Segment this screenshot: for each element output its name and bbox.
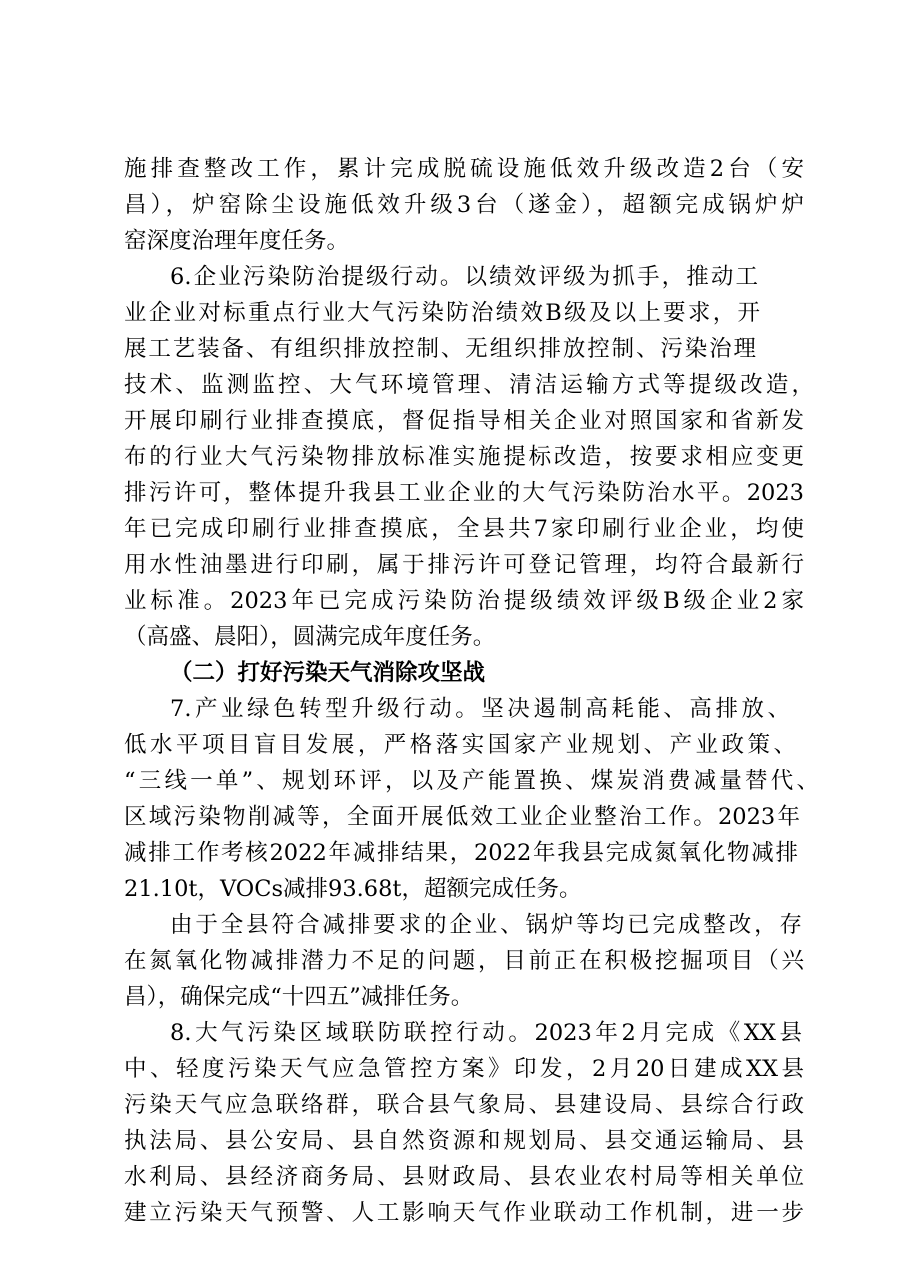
text-line: 减排工作考核2022年减排结果，2022年我县完成氮氧化物减排 [124, 840, 798, 866]
text-line: 6.企业污染防治提级行动。以绩效评级为抓手，推动工 [170, 264, 758, 290]
text-line: 布的行业大气污染物排放标准实施提标改造，按要求相应变更 [124, 444, 804, 470]
text-line: 开展印刷行业排查摸底，督促指导相关企业对照国家和省新发 [124, 408, 804, 434]
text-line: 区域污染物削减等，全面开展低效工业企业整治工作。2023年 [124, 804, 800, 830]
text-line: 排污许可，整体提升我县工业企业的大气污染防治水平。2023 [124, 480, 804, 506]
text-line: 由于全县符合减排要求的企业、锅炉等均已完成整改，存 [170, 912, 802, 938]
text-line: 业标准。2023年已完成污染防治提级绩效评级B级企业2家 [124, 588, 804, 614]
text-line: 昌），炉窑除尘设施低效升级3台（遂金），超额完成锅炉炉 [124, 192, 804, 218]
text-line: 21.10t，VOCs减排93.68t，超额完成任务。 [124, 876, 582, 902]
text-line: 技术、监测监控、大气环境管理、清洁运输方式等提级改造， [124, 372, 814, 398]
text-line: 年已完成印刷行业排查摸底，全县共7家印刷行业企业，均使 [124, 516, 804, 542]
text-line: 污染天气应急联络群，联合县气象局、县建设局、县综合行政 [124, 1092, 804, 1118]
text-line: 8.大气污染区域联防联控行动。2023年2月完成《XX县 [170, 1020, 802, 1046]
text-line: 中、轻度污染天气应急管控方案》印发，2月20日建成XX县 [124, 1056, 804, 1082]
section-heading: （二）打好污染天气消除攻坚战 [170, 660, 486, 686]
text-line: 执法局、县公安局、县自然资源和规划局、县交通运输局、县 [124, 1128, 804, 1154]
text-line: 建立污染天气预警、人工影响天气作业联动工作机制，进一步 [124, 1200, 804, 1226]
text-line: 施排查整改工作，累计完成脱硫设施低效升级改造2台（安 [124, 156, 804, 182]
text-line: （高盛、晨阳），圆满完成年度任务。 [124, 624, 496, 650]
text-line: 低水平项目盲目发展，严格落实国家产业规划、产业政策、 [124, 732, 796, 758]
text-line: 用水性油墨进行印刷，属于排污许可登记管理，均符合最新行 [124, 552, 804, 578]
text-line: 在氮氧化物减排潜力不足的问题，目前正在积极挖掘项目（兴 [124, 948, 804, 974]
text-line: 水利局、县经济商务局、县财政局、县农业农村局等相关单位 [124, 1164, 804, 1190]
text-line: 昌），确保完成“十四五”减排任务。 [124, 984, 474, 1010]
text-line: 业企业对标重点行业大气污染防治绩效B级及以上要求，开 [124, 300, 760, 326]
text-line: 窑深度治理年度任务。 [124, 228, 350, 254]
text-line: “三线一单”、规划环评，以及产能置换、煤炭消费减量替代、 [124, 768, 819, 794]
text-line: 7.产业绿色转型升级行动。坚决遏制高耗能、高排放、 [170, 696, 790, 722]
text-line: 展工艺装备、有组织排放控制、无组织排放控制、污染治理 [124, 336, 756, 362]
